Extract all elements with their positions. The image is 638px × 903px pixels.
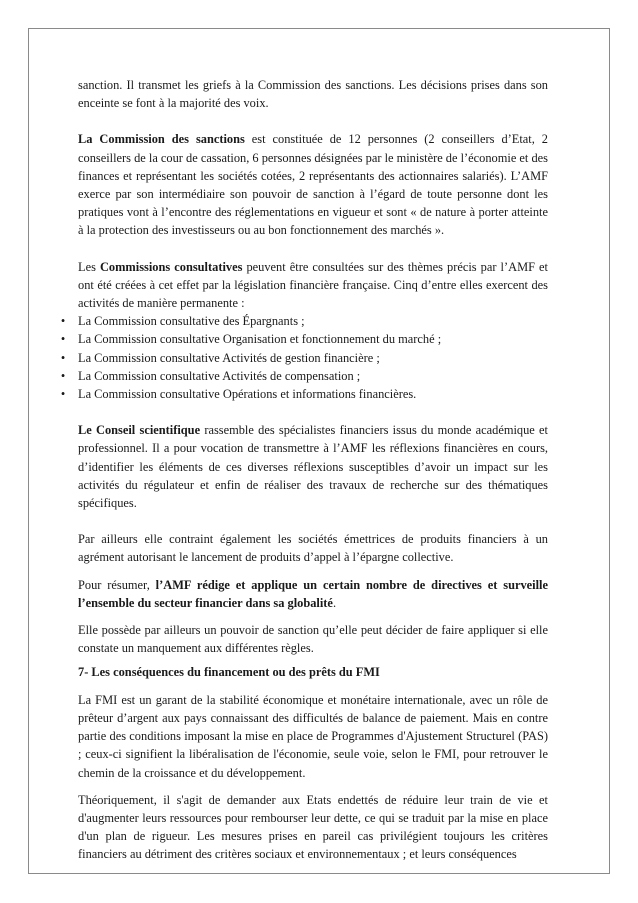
paragraph-agrement: Par ailleurs elle contraint également les sociétés émettrices de produits financiers à un agrément autorisant le lancement de produits d’appel à l’épargne collective.: [78, 532, 548, 565]
paragraph-conseil-scientifique: Le Conseil scientifique rassemble des spécialistes financiers issus du monde académique et professionnel. Il a pour vocation de transmettre à l’AMF les réflexions financières en cours, d’identifier les éléments de ces diverses réflexions susceptibles d’avoir un impact sur les activités du régulateur et enfin de réaliser des travaux de recherche sur des thématiques spécifiques.: [78, 423, 548, 511]
list-item: • La Commission consultative Organisation et fonctionnement du marché ;: [78, 330, 548, 348]
list-item: • La Commission consultative Activités de compensation ;: [78, 367, 548, 385]
term-amf-summary: l’AMF rédige et applique un certain nombre de directives et surveille l’ensemble du secteur financier dans sa globalité: [78, 577, 548, 610]
term-conseil-scientifique: Le Conseil scientifique: [78, 423, 201, 438]
bullet-icon: •: [60, 368, 66, 383]
list-item: • La Commission consultative Opérations et informations financières.: [78, 385, 548, 403]
paragraph-sanction-intro: sanction. Il transmet les griefs à la Commission des sanctions. Les décisions prises dans son enceinte se font à la majorité des voix.: [78, 78, 548, 111]
paragraph-pouvoir-sanction: Elle possède par ailleurs un pouvoir de sanction qu’elle peut décider de faire appliquer si elle constate un manquement aux différentes règles.: [78, 623, 548, 656]
document-body: [60, 76, 548, 864]
term-commissions-consultatives: Commissions consultatives: [99, 259, 243, 274]
bullet-icon: •: [60, 387, 66, 402]
paragraph-fmi-role: La FMI est un garant de la stabilité économique et monétaire internationale, avec un rôle de prêteur d’argent aux pays connaissant des difficultés de balance de paiement. Mais en contre partie des conditions imposant la mise en place de Programmes d'Ajustement Structurel (PAS) ; ceux-ci signifient la libéralisation de l'économie, seule voie, selon le FMI, pour retrouver le chemin de la croissance et du développement.: [78, 692, 548, 780]
term-commission-sanctions: La Commission des sanctions: [78, 132, 245, 147]
bullet-icon: •: [60, 350, 66, 365]
section-heading: 7- Les conséquences du financement ou des prêts du FMI: [78, 665, 380, 680]
commissions-list: [60, 312, 548, 403]
paragraph-commission-sanctions: La Commission des sanctions est constituée de 12 personnes (2 conseillers d’Etat, 2 conseillers de la cour de cassation, 6 personnes désignées par le ministère de l’économie et des finances et représentant les sociétés cotées, 2 représentants des actionnaires salariés). L’AMF exerce par son intermédiaire son pouvoir de sanction à l’égard de toute personne dont les pratiques vont à l’encontre des réglementations en vigueur et sont « de nature à porter atteinte à la protection des investisseurs ou au bon fonctionnement des marchés ».: [78, 132, 548, 238]
list-item: • La Commission consultative Activités de gestion financière ;: [78, 349, 548, 367]
paragraph-resume: Pour résumer, l’AMF rédige et applique un certain nombre de directives et surveille l’ensemble du secteur financier dans sa globalité.: [78, 577, 548, 610]
list-item: • La Commission consultative des Épargnants ;: [78, 312, 548, 330]
paragraph-fmi-theorie: Théoriquement, il s'agit de demander aux Etats endettés de réduire leur train de vie et d'augmenter leurs ressources pour rembourser leur dette, ce qui se traduit par la mise en place d'un plan de rigueur. Les mesures prises en pareil cas privilégient toujours les critères financiers au détriment des critères sociaux et environnementaux ; et leurs conséquences: [78, 792, 548, 862]
bullet-icon: •: [60, 332, 66, 347]
bullet-icon: •: [60, 314, 66, 329]
paragraph-commissions-consultatives: Les Commissions consultatives peuvent être consultées sur des thèmes précis par l’AMF et ont été créées à cet effet par la législation financière française. Cinq d’entre elles exercent des activités de manière permanente :: [78, 259, 548, 311]
